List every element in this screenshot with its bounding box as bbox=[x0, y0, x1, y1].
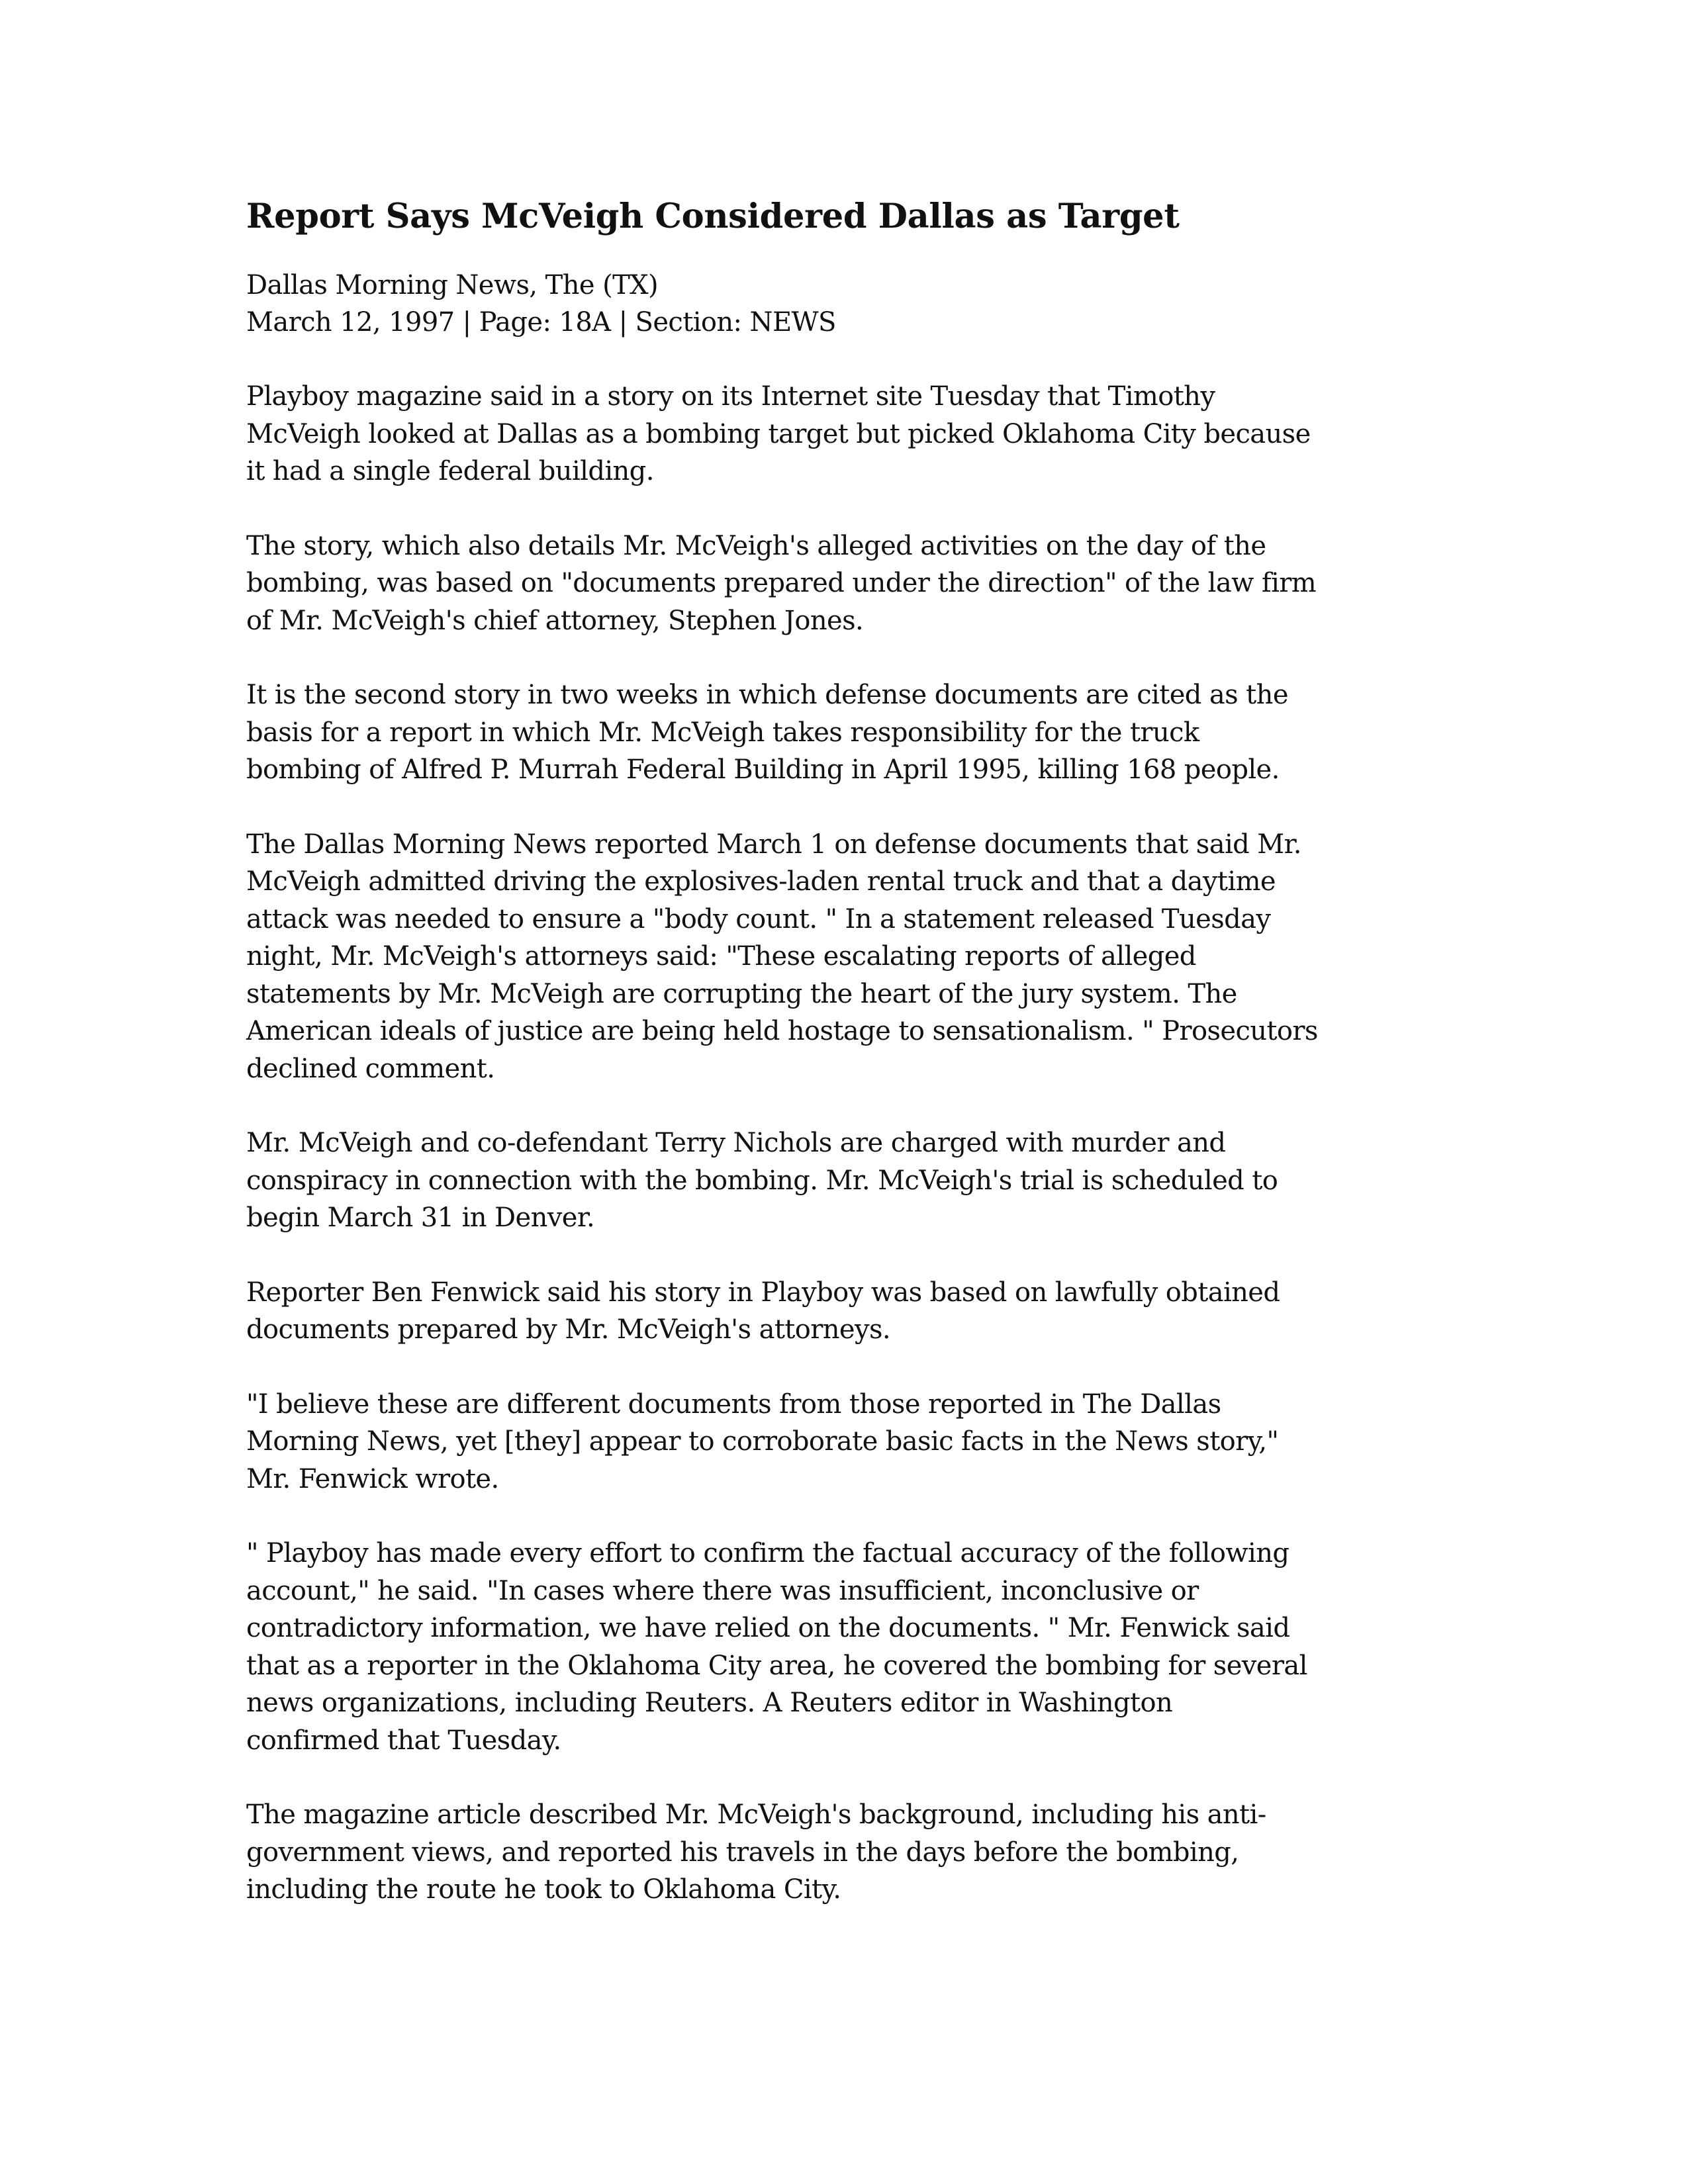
article-paragraph: The Dallas Morning News reported March 1 on defense documents that said Mr. McVeigh admitted driving the explosives-laden rental truck and that a daytime attack was needed to ensure a "body count. " In a statement released Tuesday night, Mr. McVeigh's attorneys said: "These escalating reports of alleged statements by Mr. McVeigh are corrupting the heart of the jury system. The American ideals of justice are being held hostage to sensationalism. " Prosecutors declined comment. bbox=[246, 829, 1318, 1084]
article-paragraph: It is the second story in two weeks in which defense documents are cited as the basis for a report in which Mr. McVeigh takes responsibility for the truck bombing of Alfred P. Murrah Federal Building in April 1995, killing 168 people. bbox=[246, 680, 1288, 785]
article-paragraph: " Playboy has made every effort to confirm the factual accuracy of the following account," he said. "In cases where there was insufficient, inconclusive or contradictory information, we have relied on the documents. " Mr. Fenwick said that as a reporter in the Oklahoma City area, he covered the bombing for several news organizations, including Reuters. A Reuters editor in Washington confirmed that Tuesday. bbox=[246, 1538, 1307, 1756]
article-body bbox=[246, 378, 1438, 1909]
article-paragraph: Playboy magazine said in a story on its Internet site Tuesday that Timothy McVeigh looked at Dallas as a bombing target but picked Oklahoma City because it had a single federal building. bbox=[246, 381, 1311, 486]
article-source: Dallas Morning News, The (TX) bbox=[246, 270, 659, 300]
article-meta bbox=[246, 267, 1438, 341]
article bbox=[246, 195, 1438, 1946]
article-paragraph: Mr. McVeigh and co-defendant Terry Nichols are charged with murder and conspiracy in connection with the bombing. Mr. McVeigh's trial is scheduled to begin March 31 in Denver. bbox=[246, 1128, 1278, 1233]
article-paragraph: Reporter Ben Fenwick said his story in Playboy was based on lawfully obtained documents prepared by Mr. McVeigh's attorneys. bbox=[246, 1277, 1280, 1345]
article-paragraph: The story, which also details Mr. McVeigh's alleged activities on the day of the bombing, was based on "documents prepared under the direction" of the law firm of Mr. McVeigh's chief attorney, Stephen Jones. bbox=[246, 530, 1317, 636]
article-paragraph: "I believe these are different documents from those reported in The Dallas Morning News, yet [they] appear to corroborate basic facts in the News story," Mr. Fenwick wrote. bbox=[246, 1388, 1279, 1494]
article-headline: Report Says McVeigh Considered Dallas as Target bbox=[246, 197, 1180, 236]
article-dateline: March 12, 1997 | Page: 18A | Section: NEWS bbox=[246, 307, 836, 338]
article-paragraph: The magazine article described Mr. McVeigh's background, including his anti- government views, and reported his travels in the days before the bombing, including the route he took to Oklahoma City. bbox=[246, 1799, 1266, 1905]
